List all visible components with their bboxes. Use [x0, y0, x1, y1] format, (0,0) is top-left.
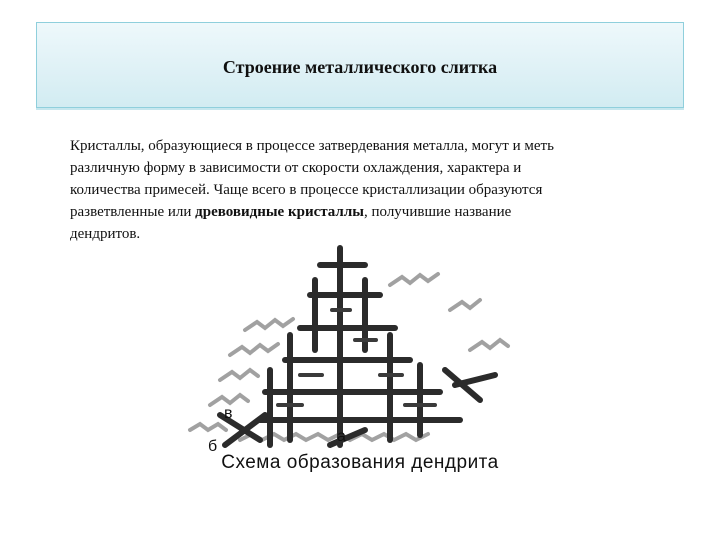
paragraph-line: различную форму в зависимости от скорости охлаждения, характера и — [70, 160, 522, 176]
body-paragraph — [70, 135, 670, 245]
paragraph-line: дендритов. — [70, 226, 141, 242]
label-b: б — [208, 438, 218, 455]
paragraph-line: количества примесей. Чаще всего в процессе кристаллизации образуются — [70, 182, 543, 198]
label-a: а — [337, 428, 346, 445]
paragraph-text: , получившие название — [363, 204, 512, 220]
label-v: в — [224, 405, 233, 422]
paragraph-line — [70, 201, 670, 223]
paragraph-line: Кристаллы, образующиеся в процессе затвердевания металла, могут и меть — [70, 138, 554, 154]
slide-title: Строение металлического слитка — [222, 57, 498, 77]
title-banner — [36, 22, 684, 108]
bold-term: древовидные кристаллы — [195, 204, 364, 220]
paragraph-text: разветвленные или — [70, 204, 196, 220]
figure-caption: Схема образования дендрита — [221, 452, 499, 473]
